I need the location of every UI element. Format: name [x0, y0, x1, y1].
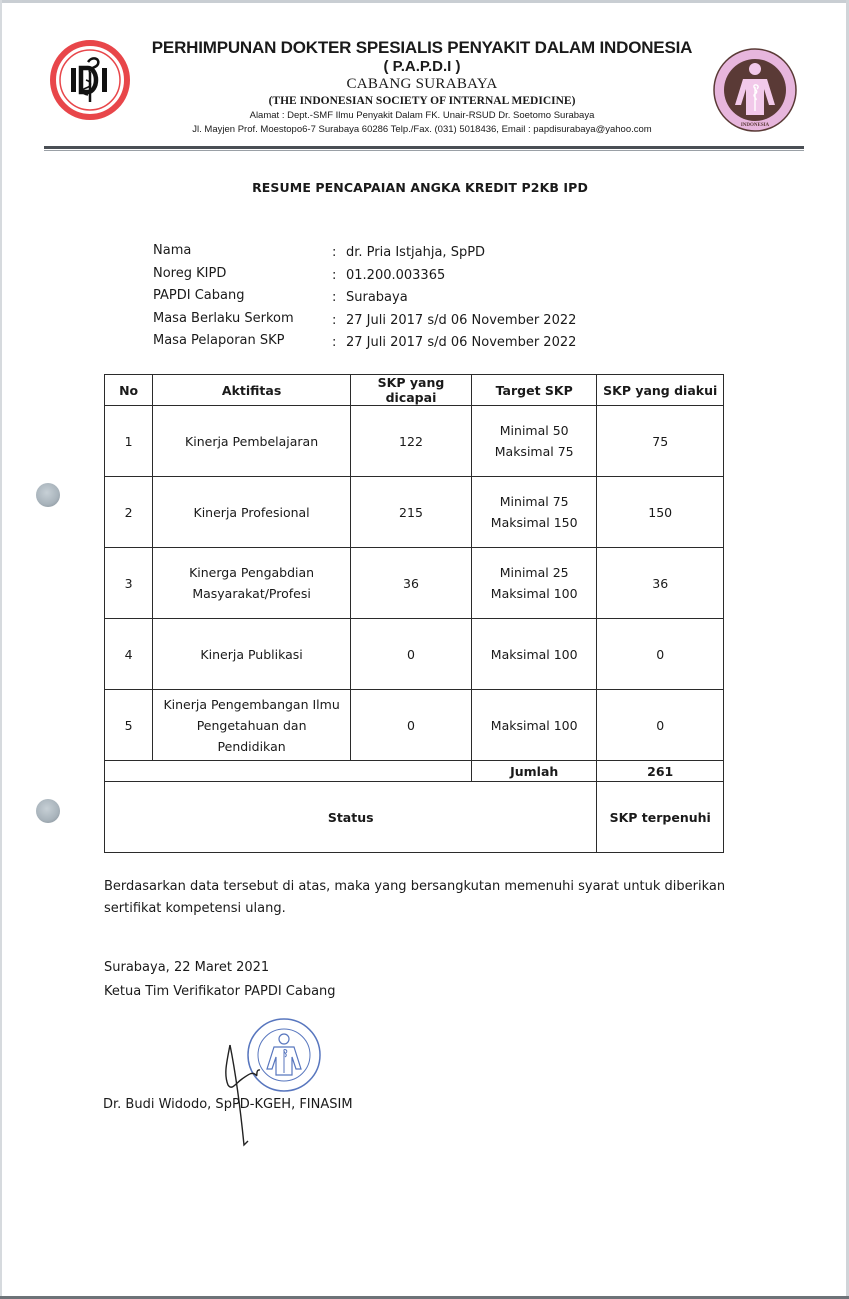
- identity-colon: :: [332, 312, 337, 328]
- activity-line: Kinerja Profesional: [193, 504, 310, 520]
- identity-label: Masa Pelaporan SKP: [153, 333, 285, 348]
- conclusion-paragraph: [104, 876, 744, 920]
- conclusion-line: sertifikat kompetensi ulang.: [104, 901, 286, 916]
- cell-no: 3: [105, 548, 153, 619]
- table-row: [105, 619, 724, 690]
- cell-achieved: 0: [351, 690, 472, 761]
- cell-no: 2: [105, 477, 153, 548]
- header-recognized: SKP yang diakui: [597, 375, 724, 406]
- cell-recognized: 150: [597, 477, 724, 548]
- header-no: No: [105, 375, 153, 406]
- skp-table: [104, 374, 724, 853]
- document-title: RESUME PENCAPAIAN ANGKA KREDIT P2KB IPD: [252, 180, 588, 195]
- header-activity: Aktifitas: [153, 375, 351, 406]
- table-status-row: [105, 782, 724, 853]
- cell-activity: [153, 406, 351, 477]
- organization-name: PERHIMPUNAN DOKTER SPESIALIS PENYAKIT DALAM INDONESIA: [151, 38, 693, 57]
- cell-achieved: 122: [351, 406, 472, 477]
- identity-colon: :: [332, 335, 337, 350]
- status-value: SKP terpenuhi: [597, 782, 724, 853]
- activity-line: Masyarakat/Profesi: [192, 586, 311, 601]
- activity-line: Pengetahuan dan: [196, 717, 307, 733]
- table-row: [105, 406, 724, 477]
- punch-hole-top: [36, 483, 60, 507]
- identity-value: Surabaya: [346, 290, 408, 305]
- activity-line: Kinerja Pembelajaran: [185, 433, 319, 449]
- cell-recognized: 75: [597, 406, 724, 477]
- target-line: Maksimal 75: [494, 444, 574, 459]
- target-line: Minimal 50: [499, 423, 569, 438]
- header-target: Target SKP: [471, 375, 596, 406]
- target-line: Maksimal 100: [490, 717, 578, 733]
- cell-achieved: 0: [351, 619, 472, 690]
- activity-line: Kinerja Publikasi: [200, 646, 303, 662]
- identity-label: PAPDI Cabang: [153, 288, 245, 303]
- punch-hole-bottom: [36, 799, 60, 823]
- page-top-edge: [0, 0, 849, 3]
- english-name: (THE INDONESIAN SOCIETY OF INTERNAL MEDICINE): [268, 95, 576, 107]
- target-line: Maksimal 150: [490, 515, 578, 530]
- identity-colon: :: [332, 290, 337, 305]
- page-left-edge: [0, 0, 2, 1299]
- conclusion-line: Berdasarkan data tersebut di atas, maka yang bersangkutan memenuhi syarat untuk diberikan: [104, 879, 726, 894]
- total-empty-cell: [105, 761, 472, 782]
- branch-name: CABANG SURABAYA: [346, 76, 498, 92]
- cell-no: 4: [105, 619, 153, 690]
- total-value: 261: [597, 761, 724, 782]
- header-achieved: SKP yang dicapai: [351, 375, 472, 406]
- identity-label: Nama: [153, 243, 192, 258]
- activity-line: Pendidikan: [217, 738, 286, 754]
- svg-text:INDONESIA: INDONESIA: [740, 123, 770, 128]
- idi-logo-icon: [50, 40, 130, 120]
- cell-achieved: 215: [351, 477, 472, 548]
- cell-activity: [153, 477, 351, 548]
- papdi-logo-icon: [712, 47, 798, 133]
- place-date: Surabaya, 22 Maret 2021: [104, 960, 270, 975]
- table-total-row: [105, 761, 724, 782]
- target-line: Minimal 75: [499, 494, 569, 509]
- identity-value: 27 Juli 2017 s/d 06 November 2022: [346, 312, 577, 328]
- identity-colon: :: [332, 245, 337, 260]
- identity-label: Noreg KIPD: [153, 265, 227, 281]
- signer-role: Ketua Tim Verifikator PAPDI Cabang: [104, 984, 336, 999]
- status-label: Status: [105, 782, 597, 853]
- cell-target: [471, 619, 596, 690]
- table-row: [105, 477, 724, 548]
- cell-achieved: 36: [351, 548, 472, 619]
- cell-activity: [153, 690, 351, 761]
- cell-no: 5: [105, 690, 153, 761]
- signature-icon: [210, 1025, 350, 1155]
- signer-name: Dr. Budi Widodo, SpPD-KGEH, FINASIM: [103, 1097, 353, 1112]
- cell-target: [471, 548, 596, 619]
- activity-line: Kinerga Pengabdian: [189, 565, 315, 580]
- organization-abbreviation: ( P.A.P.D.I ): [383, 58, 461, 75]
- cell-target: [471, 690, 596, 761]
- letterhead-divider: [44, 146, 804, 149]
- target-line: Minimal 25: [499, 565, 569, 580]
- address-line-1: Alamat : Dept.-SMF Ilmu Penyakit Dalam FK. Unair-RSUD Dr. Soetomo Surabaya: [249, 110, 595, 121]
- address-line-2: Jl. Mayjen Prof. Moestopo6-7 Surabaya 60286 Telp./Fax. (031) 5018436, Email : papdisurabaya@yahoo.com: [192, 124, 652, 135]
- identity-colon: :: [332, 267, 337, 283]
- cell-recognized: 36: [597, 548, 724, 619]
- identity-value: 01.200.003365: [346, 267, 446, 283]
- table-row: [105, 690, 724, 761]
- cell-no: 1: [105, 406, 153, 477]
- activity-line: Kinerja Pengembangan Ilmu: [163, 696, 340, 712]
- table-row: [105, 548, 724, 619]
- cell-activity: [153, 619, 351, 690]
- target-line: Maksimal 100: [490, 646, 578, 662]
- cell-recognized: 0: [597, 690, 724, 761]
- cell-target: [471, 406, 596, 477]
- identity-value: 27 Juli 2017 s/d 06 November 2022: [346, 335, 577, 350]
- identity-label: Masa Berlaku Serkom: [153, 310, 294, 326]
- cell-target: [471, 477, 596, 548]
- cell-activity: [153, 548, 351, 619]
- table-header-row: [105, 375, 724, 406]
- cell-recognized: 0: [597, 619, 724, 690]
- target-line: Maksimal 100: [490, 586, 578, 601]
- letterhead-divider-thin: [44, 150, 804, 151]
- total-label: Jumlah: [471, 761, 596, 782]
- identity-value: dr. Pria Istjahja, SpPD: [346, 245, 486, 260]
